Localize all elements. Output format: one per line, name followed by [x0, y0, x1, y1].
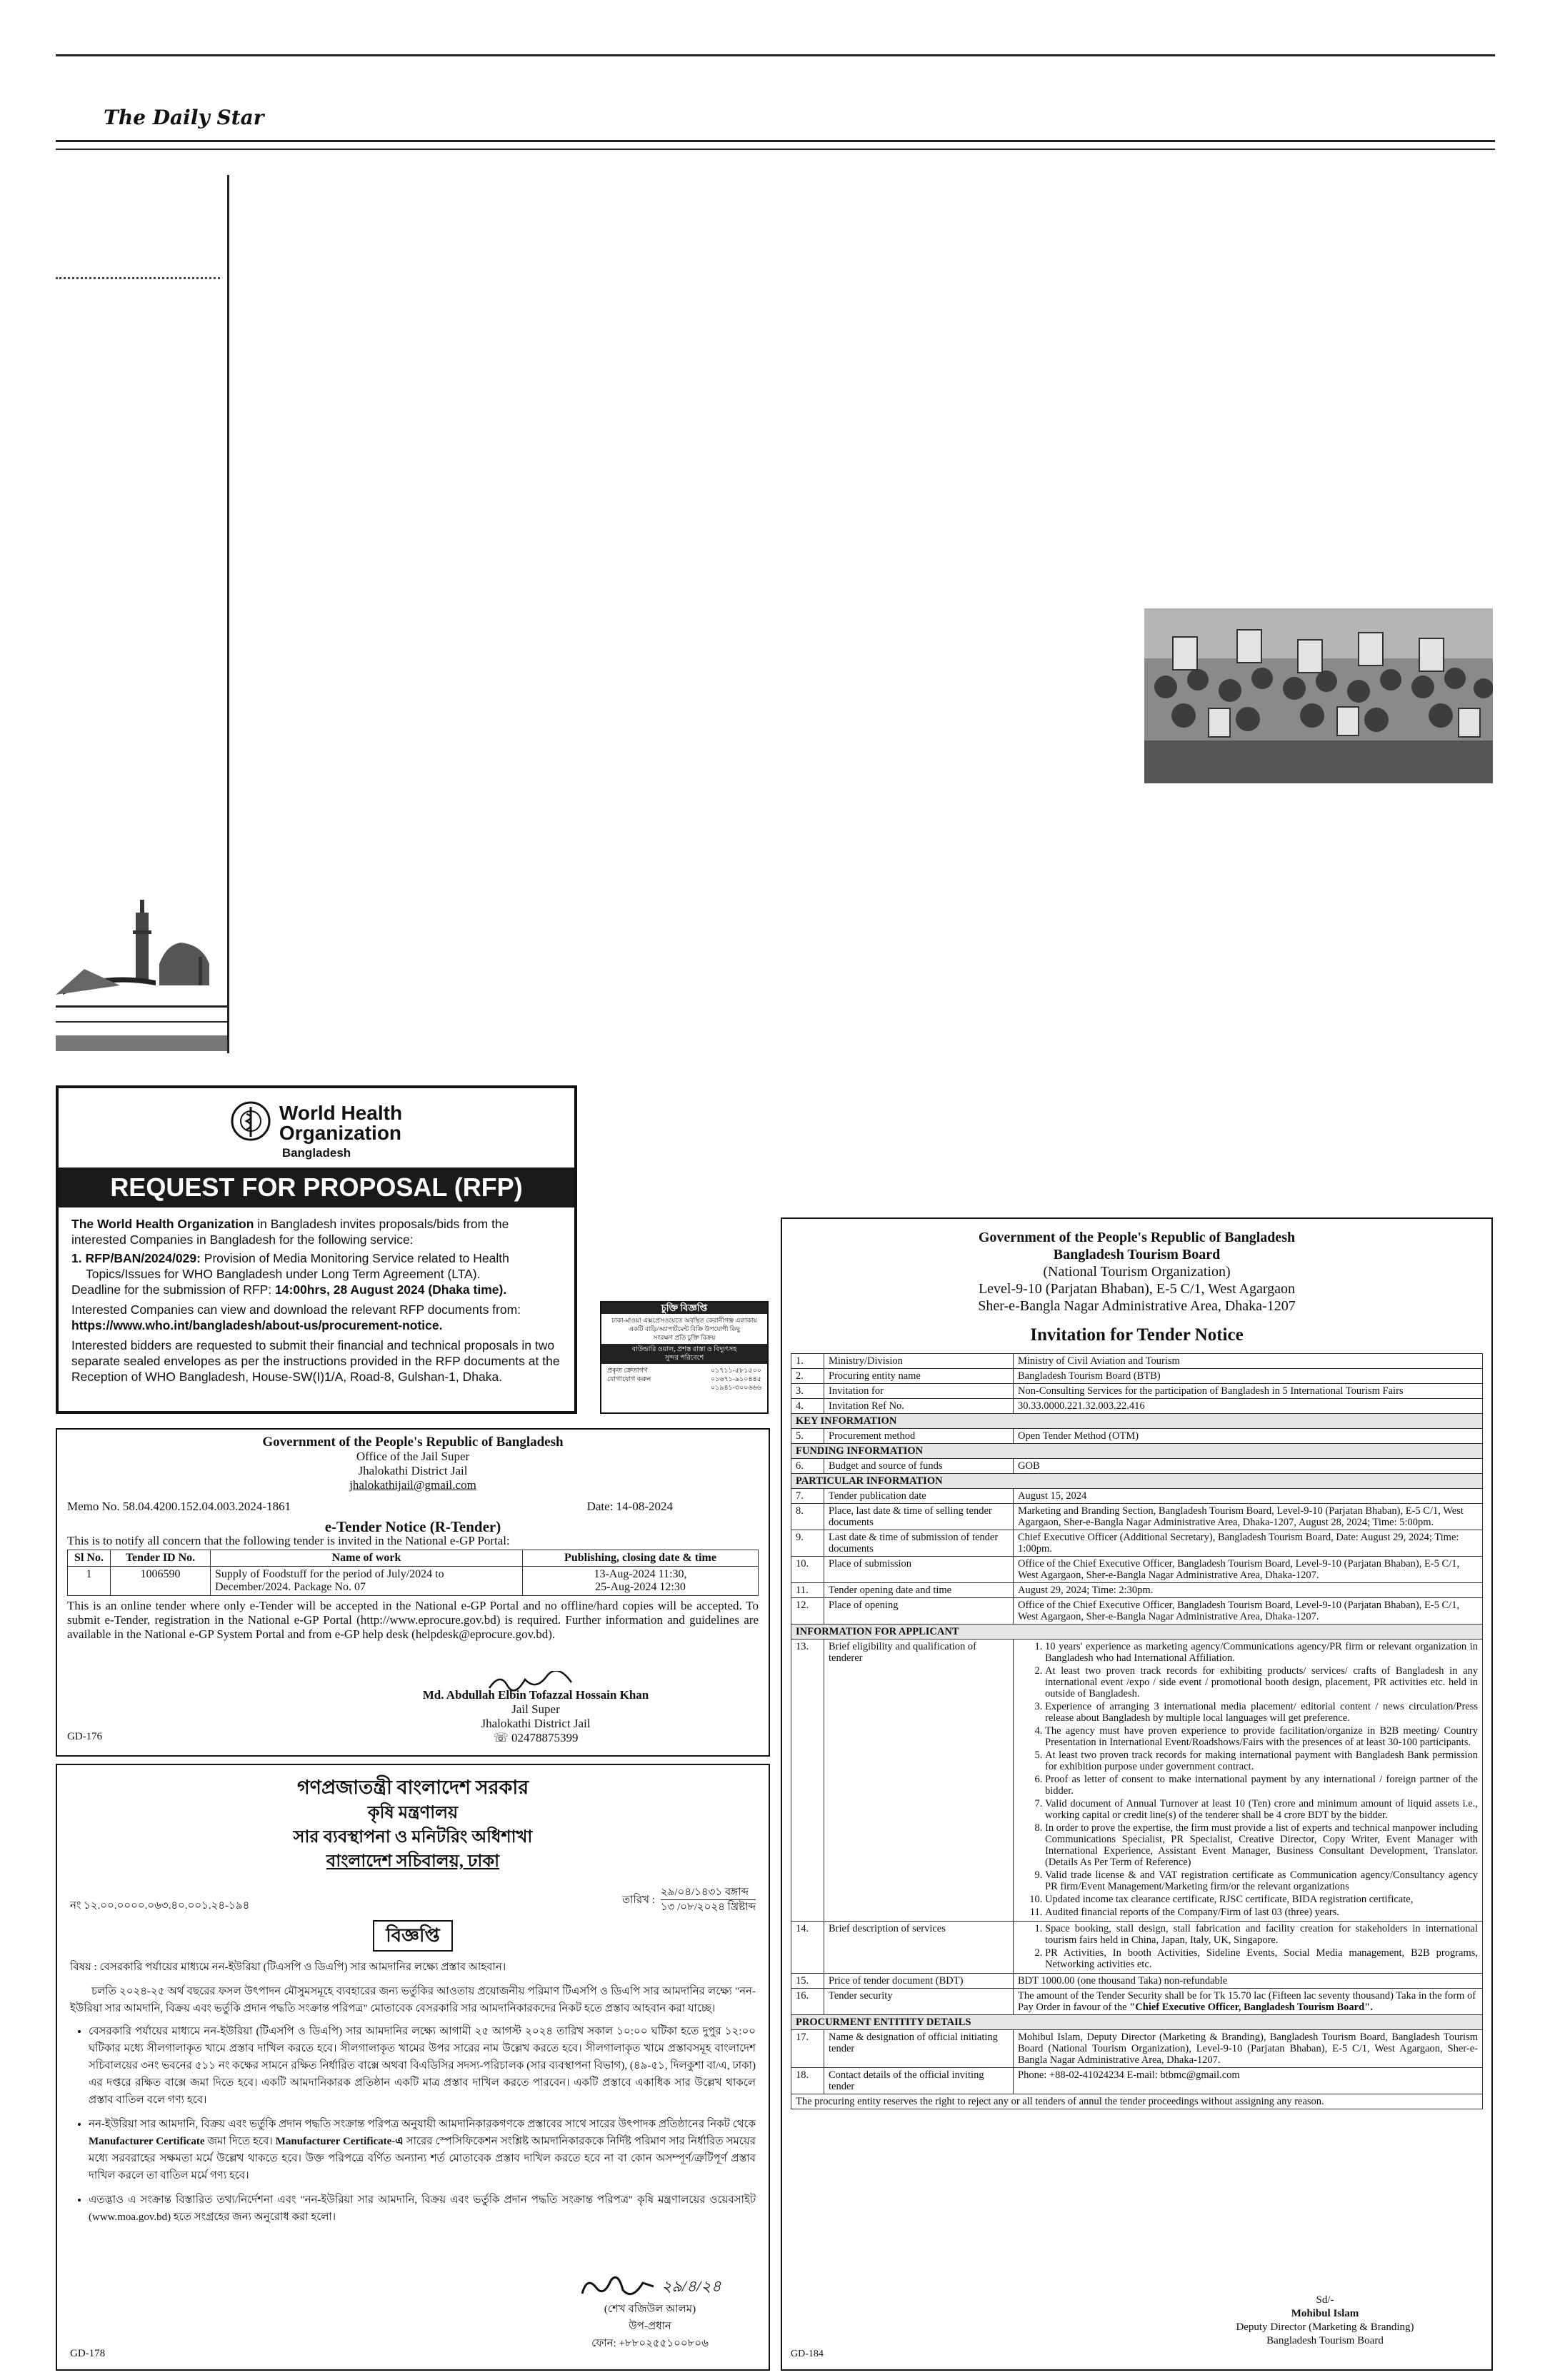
masthead-logo: The Daily Star	[104, 106, 264, 129]
agri-date: ২৯/০৪/১৪৩১ বঙ্গাব্দ	[661, 1885, 756, 1900]
who-url-link[interactable]: https://www.who.int/bangladesh/about-us/procurement-notice.	[71, 1318, 443, 1332]
who-submit: Interested bidders are requested to submit their financial and technical proposals in two separate sealed envelopes as per the instructions provided in the RFP documents at the Reception of WHO Bangladesh, House-SW(I)1/A, Road-8, Gulshan-1, Dhaka.	[71, 1338, 560, 1384]
table-row: 13. Brief eligibility and qualification of tenderer 1. 10 years' experience as marketing agency/Communications agency/PR firm or relevant organization in Bangladesh who had International Affiliation. 2. At least two proven track records for exhibiting products/ services/ crafts of Bangladesh in any international event /expo / side event / promotional booth design, placement, PR activities etc. held in outside of Bangladesh. 3. Experience of arranging 3 international media placement/ editorial content / news circulation/Press release about Bangladesh by multiple local languages will get preference. 4. The agency must have proven experience to provide facilitation/organize in B2B meeting/ Country Presentation in International Event/Roadshows/Fairs with the presences of at least 30-100 participants. 5. At least two proven track records for making international payment with Bangladesh Bank permission for exhibition purpose under government contract. 6. Proof as letter of consent to make international payment by any international / foreign partner of the bidder. 7. Valid document of Annual Turnover at least 10 (Ten) crore and minimum amount of liquid assets i.e., working capital or credit line(s) of the tenderer shall be 4 crore BDT by the bidder. 8. In order to prove the expertise, the firm must provide a list of experts and technical manpower including Communications Specialist, PR Specialist, Creative Director, Copy Writer, Event Manager with International Experience, Assistant Event Manager, Business Consultant Development, Translator. (Details As Per Term of Reference) 9. Valid trade license & and VAT registration certificate as Communication agency/Consultancy agency PR firm/Event Management/Marketing firm/or the relevant organizations 10. Updated income tax clearance certificate, RJSC certificate, BIDA registration certificate, 11. Audited financial reports of the Company/Firm of last 03 (three) years.	[791, 1640, 1483, 1922]
jail-email-link[interactable]: jhalokathijail@gmail.com	[349, 1478, 476, 1492]
agri-notice-ad	[56, 1764, 770, 2371]
jail-tender-ad	[56, 1428, 770, 1757]
btb-sig-org: Bangladesh Tourism Board	[1266, 2335, 1384, 2346]
classified-phone: ০১৬৭১-৯১০৪৪৫	[710, 1376, 761, 1383]
jail-title: e-Tender Notice (R-Tender)	[324, 1518, 501, 1535]
tourism-tender-ad	[781, 1217, 1493, 2371]
btb-code: GD-184	[791, 2349, 824, 2359]
table-row: 2. Procuring entity name Bangladesh Tourism Board (BTB)	[791, 1369, 1483, 1384]
dotted-rule	[56, 277, 220, 279]
table-row: 5. Procurement method Open Tender Method (OTM)	[791, 1429, 1483, 1444]
service-item: 2. PR Activities, In booth Activities, Sideline Events, Social Media management, B2B programs, Networking activities etc.	[1045, 1947, 1478, 1970]
rfp-banner: REQUEST FOR PROPOSAL (RFP)	[59, 1168, 574, 1207]
classified-title: চুক্তি বিজ্ঞপ্তি	[601, 1302, 767, 1314]
jail-footer: This is an online tender where only e-Tender will be accepted in the National e-GP Portal and no offline/hard copies will be accepted. To submit e-Tender, registration in the National e-GP Portal (http://www.eprocure.gov.bd) is required. Further information and guidelines are available in the National e-GP System Portal and from e-GP help desk (helpdesk@eprocure.gov.bd).	[67, 1599, 759, 1641]
table-row: The procuring entity reserves the right to reject any or all tenders of annul the tender proceedings without assigning any reason.	[791, 2094, 1483, 2109]
small-classified	[600, 1301, 769, 1414]
who-name-line2: Organization	[279, 1121, 402, 1144]
btb-board: Bangladesh Tourism Board	[1053, 1247, 1221, 1262]
agri-designation: উপ-প্রধান	[629, 2321, 671, 2332]
classified-line: বাউন্ডারি ওয়াল, প্রশস্ত রাস্তা ও বিদ্যুৎসহ	[631, 1346, 737, 1353]
btb-sd: Sd/-	[1316, 2294, 1334, 2306]
classified-phone: ০১৯৪১-৩০০৬৬৬	[710, 1385, 761, 1392]
jail-memo: Memo No. 58.04.4200.152.04.003.2024-1861	[67, 1500, 291, 1513]
btb-tender-table	[791, 1353, 1483, 2109]
eligibility-item: 4. The agency must have proven experience to provide facilitation/organize in B2B meeting/ Country Presentation in International Event/Roadshows/Fairs with the presences of at least 30-100 participants.	[1045, 1725, 1478, 1748]
agri-date-label: তারিখ :	[621, 1894, 655, 1906]
classified-contact-label: যোগাযোগ করুন	[607, 1376, 651, 1383]
table-row: 10. Place of submission Office of the Chief Executive Officer, Bangladesh Tourism Board, Level-9-10 (Parjatan Bhaban), E-5 C/1, West Agargaon, Sher-e-Bangla Nagar Administrative Area, Dhaka-1207.	[791, 1557, 1483, 1583]
table-row: 17. Name & designation of official initiating tender Mohibul Islam, Deputy Director (Marketing & Branding), Bangladesh Tourism Board, Bangladesh Tourism Board (National Tourism Organization), Level-9-10 (Parjatan Bhaban), E-5 C/1, West Agargaon, Sher-e-Bangla Nagar Administrative Area, Dhaka-1207.	[791, 2030, 1483, 2068]
table-row: 15. Price of tender document (BDT) BDT 1000.00 (one thousand Taka) non-refundable	[791, 1974, 1483, 1989]
table-row: 3. Invitation for Non-Consulting Services for the participation of Bangladesh in 5 International Tourism Fairs	[791, 1384, 1483, 1399]
section-row: KEY INFORMATION	[791, 1414, 1483, 1429]
agri-code: GD-178	[70, 2348, 106, 2359]
agri-bullet: • নন-ইউরিয়া সার আমদানি, বিক্রয় এবং ভর্তুকি প্রদান পদ্ধতি সংক্রান্ত পরিপত্র অনুযায়ী আমদানিকারকগণকে প্রস্তাবের সাথে সারের উৎপাদক প্রতিষ্ঠানের নিকট থেকে Manufacturer Certificate জমা দিতে হবে। Manufacturer Certificate-এ সারের স্পেসিফিকেশন সংশ্লিষ্ট আমদানিকারককে নির্দিষ্ট পরিমাণ সার নির্ধারিত সময়ের মধ্যে সরবরাহের সক্ষমতা মর্মে উল্লেখ থাকতে হবে। উক্ত পরিপত্রে বর্ণিত অন্যান্য শর্ত মোতাবেক প্রস্তাব দাখিল করতে হবে না বা কোন অসম্পূর্ণ/ত্রুটিপূর্ণ প্রস্তাব দাখিল করলে তা বাতিল মর্মে গণ্য হবে।	[89, 2116, 756, 2184]
jail-sig-location: Jhalokathi District Jail	[481, 1717, 591, 1730]
agri-memo: নং ১২.০০.০০০০.০৬৩.৪০.০০১.২৪-১৯৪	[70, 1900, 250, 1912]
table-row: 16. Tender security The amount of the Tender Security shall be for Tk 15.70 lac (Fifteen lac seventy thousand) Taka in the form of Pay Order in favour of the "Chief Executive Officer, Bangladesh Tourism Board".	[791, 1989, 1483, 2015]
agri-title: বিজ্ঞপ্তি	[373, 1920, 453, 1952]
eligibility-item: 8. In order to prove the expertise, the firm must provide a list of experts and technical manpower including Communications Specialist, PR Specialist, Creative Director, Copy Writer, Event Manager with International Experience, Assistant Event Manager, Business Consultant Development, Translator. (Details As Per Term of Reference)	[1045, 1822, 1478, 1868]
agri-date: ১৩ /০৮/২০২৪ খ্রিষ্টাব্দ	[660, 1902, 756, 1913]
jail-tender-table	[67, 1550, 759, 1596]
eligibility-item: 7. Valid document of Annual Turnover at least 10 (Ten) crore and minimum amount of liquid assets i.e., working capital or credit line(s) of the tenderer shall be 4 crore BDT by the bidder.	[1045, 1798, 1478, 1821]
section-row: PARTICULAR INFORMATION	[791, 1474, 1483, 1489]
jail-location: Jhalokathi District Jail	[358, 1464, 468, 1477]
eligibility-item: 11. Audited financial reports of the Company/Firm of last 03 (three) years.	[1045, 1907, 1478, 1918]
classified-phone: ০১৭১১-৫৮১৫০০	[710, 1367, 761, 1375]
jail-gov: Government of the People's Republic of Bangladesh	[262, 1435, 564, 1450]
eligibility-item: 3. Experience of arranging 3 international media placement/ editorial content / news circulation/Press release about Bangladesh by multiple local languages will get preference.	[1045, 1701, 1478, 1724]
section-row: INFORMATION FOR APPLICANT	[791, 1625, 1483, 1640]
btb-address2: Sher-e-Bangla Nagar Administrative Area, Dhaka-1207	[978, 1298, 1296, 1314]
agri-bullet: • বেসরকারি পর্যায়ের মাধ্যমে নন-ইউরিয়া (টিএসপি ও ডিএপি) সার আমদানির লক্ষ্যে আগামী ২৫ আগস্ট ২০২৪ তারিখ সকাল ১০:০০ ঘটিকা হতে দুপুর ১২:০০ ঘটিকার মধ্যে সীলগালাকৃত খামে প্রস্তাব দাখিল করতে হবে। সীলগালাকৃত খামের উপর সারের নাম উল্লেখ করতে হবে। সীলগালাকৃত খামে প্রস্তাবসমূহ বাংলাদেশ সচিবালয়ের ৩নং ভবনের ৫১১ নং কক্ষের সামনে রক্ষিত নির্ধারিত বাক্সে অথবা বিএডিসির সদস্য-পরিচালক (সার ব্যবস্থাপনা বিভাগ), (৪৯-৫১, দিলকুশা বা/এ, ঢাকা) এর দপ্তরে রক্ষিত বাক্সে জমা দিতে হবে। একটি আমদানিকারক প্রতিষ্ঠান একটি মাত্র প্রস্তাব দাখিল করতে পারবেন। একটি প্রস্তাবে একাধিক সার উল্লেখ থাকলে প্রস্তাব বাতিল বলে গণ্য হবে।	[89, 2023, 756, 2109]
gray-bar	[56, 1035, 227, 1051]
agri-bullet: • এতদ্ভাও এ সংক্রান্ত বিস্তারিত তথ্য/নির্দেশনা এবং "নন-ইউরিয়া সার আমদানি, বিক্রয় এবং ভর্তুকি প্রদান পদ্ধতি সংক্রান্ত পরিপত্র" কৃষি মন্ত্রণালয়ের ওয়েবসাইট (www.moa.gov.bd) হতে সংগ্রহের জন্য অনুরোধ করা হলো।	[89, 2191, 756, 2226]
jail-signatory: Md. Abdullah Elbin Tofazzal Hossain Khan	[422, 1688, 649, 1702]
who-country: Bangladesh	[281, 1146, 351, 1160]
btb-title: Invitation for Tender Notice	[1030, 1325, 1244, 1345]
classified-line: ঢাকা-মাওয়া এক্সপ্রেসওয়েতে অবস্থিত কেরানীগঞ্জ এলাকায়	[611, 1317, 757, 1324]
who-emblem-icon	[231, 1101, 271, 1145]
table-row: 11. Tender opening date and time August 29, 2024; Time: 2:30pm.	[791, 1583, 1483, 1598]
agri-gov: গণপ্রজাতন্ত্রী বাংলাদেশ সরকার	[296, 1777, 529, 1798]
agri-phone: ফোন: +৮৮০২৫৫১০০৮০৬	[591, 2338, 709, 2349]
btb-designation: Deputy Director (Marketing & Branding)	[1236, 2321, 1414, 2333]
agri-address: বাংলাদেশ সচিবালয়, ঢাকা	[326, 1852, 500, 1871]
who-download: Interested Companies can view and download the relevant RFP documents from:	[71, 1302, 521, 1317]
table-row: 1 1006590 Supply of Foodstuff for the period of July/2024 to December/2024. Package No. 07 13-Aug-2024 11:30, 25-Aug-2024 12:30	[68, 1567, 759, 1596]
who-rfp-ad	[56, 1085, 577, 1414]
table-row: 7. Tender publication date August 15, 2024	[791, 1489, 1483, 1504]
classified-line: সংরক্ষণ প্রতি চুক্তি বিক্রয়	[653, 1334, 716, 1341]
classified-line: সুন্দর পরিবেশে	[664, 1355, 704, 1362]
classified-line: একটি বাড়ি/অ্যাপার্টমেন্ট বিক্রি উপযোগী কিছু	[628, 1325, 741, 1332]
table-row: 6. Budget and source of funds GOB	[791, 1459, 1483, 1474]
eligibility-item: 9. Valid trade license & and VAT registration certificate as Communication agency/Consultancy agency PR firm/Event Management/Marketing firm/or the relevant organizations	[1045, 1869, 1478, 1892]
eligibility-item: 10. Updated income tax clearance certificate, RJSC certificate, BIDA registration certificate,	[1045, 1894, 1478, 1905]
agri-wing: সার ব্যবস্থাপনা ও মনিটরিং অধিশাখা	[293, 1828, 533, 1847]
btb-address1: Level-9-10 (Parjatan Bhaban), E-5 C/1, West Agargaon	[978, 1281, 1296, 1297]
mosque-icon	[56, 889, 227, 996]
section-row: PROCURMENT ENTITITY DETAILS	[791, 2015, 1483, 2030]
agri-ministry: কৃষি মন্ত্রণালয়	[367, 1804, 459, 1822]
table-header: Name of work	[211, 1550, 523, 1567]
agri-sig-date: ২৯/৪/২৪	[661, 2277, 721, 2295]
agri-para: চলতি ২০২৪-২৫ অর্থ বছরের ফসল উৎপাদন মৌসুমসমূহে ব্যবহারের জন্য ভর্তুকির আওতায় প্রয়োজনীয় পরিমাণ টিএসপি ও ডিএপি সার আমদানির লক্ষ্যে "নন-ইউরিয়া সার আমদানি, বিক্রয় এবং ভর্তুকি প্রদান পদ্ধতি সংক্রান্ত পরিপত্র" মোতাবেক বেসরকারি সার আমদানিকারকদের নিকট হতে প্রস্তাব আহবান করা যাচ্ছে।	[70, 1986, 756, 2014]
jail-date: Date: 14-08-2024	[586, 1500, 673, 1513]
classified-contact-label: প্রকৃত ক্রেতাগণ	[607, 1367, 648, 1375]
eligibility-item: 2. At least two proven track records for exhibiting products/ services/ crafts of Bangladesh in any international event /expo / side event / promotional booth design, placement, PR activities etc. held in outside of Bangladesh.	[1045, 1665, 1478, 1699]
eligibility-item: 6. Proof as letter of consent to make international payment by any international / foreign partner of the bidder.	[1045, 1774, 1478, 1797]
table-row: 4. Invitation Ref No. 30.33.0000.221.32.003.22.416	[791, 1399, 1483, 1414]
jail-code: GD-176	[67, 1731, 103, 1742]
who-deadline: Deadline for the submission of RFP: 14:00hrs, 28 August 2024 (Dhaka time).	[71, 1282, 507, 1297]
who-intro: The World Health Organization in Bangladesh invites proposals/bids from the interested Companies in Bangladesh for the following service:	[71, 1217, 509, 1247]
who-name-line1: World Health	[279, 1101, 403, 1124]
section-row: FUNDING INFORMATION	[791, 1444, 1483, 1459]
eligibility-item: 5. At least two proven track records for making international payment with Bangladesh Bank permission for exhibition purpose under government contract.	[1045, 1749, 1478, 1772]
btb-gov: Government of the People's Republic of Bangladesh	[978, 1230, 1296, 1245]
table-row: 8. Place, last date & time of selling tender documents Marketing and Branding Section, Bangladesh Tourism Board, Level-9-10 (Parjatan Bhaban), E-5 C/1, West Agargaon, Sher-e-Bangla Nagar Administrative Area, Dhaka-1207, August 28, 2024; Time: 5:00pm.	[791, 1504, 1483, 1530]
table-header: Publishing, closing date & time	[523, 1550, 759, 1567]
eligibility-item: 1. 10 years' experience as marketing agency/Communications agency/PR firm or relevant organization in Bangladesh who had International Affiliation.	[1045, 1641, 1478, 1664]
agri-signatory: (শেখ বজিউল আলম)	[604, 2304, 696, 2315]
table-row: 1. Ministry/Division Ministry of Civil Aviation and Tourism	[791, 1354, 1483, 1369]
agri-subject: বিষয় : বেসরকারি পর্যায়ের মাধ্যমে নন-ইউরিয়া (টিএসপি ও ডিএপি) সার আমদানির লক্ষ্যে প্রস্তাব আহবান।	[70, 1962, 506, 1973]
table-row: 9. Last date & time of submission of tender documents Chief Executive Officer (Additional Secretary), Bangladesh Tourism Board, Date: August 29, 2024; Time: 1:00pm.	[791, 1530, 1483, 1557]
table-header: Sl No.	[68, 1550, 111, 1567]
table-row: 12. Place of opening Office of the Chief Executive Officer, Bangladesh Tourism Board, Level-9-10 (Parjatan Bhaban), E-5 C/1, West Agargaon, Sher-e-Bangla Nagar Administrative Area, Dhaka-1207.	[791, 1598, 1483, 1625]
protest-photo	[1144, 608, 1493, 783]
who-item: 1. RFP/BAN/2024/029: Provision of Media Monitoring Service related to Health Topics/Issues for WHO Bangladesh under Long Term Agreement (LTA).	[71, 1251, 509, 1281]
jail-phone: ☏ 02478875399	[493, 1731, 579, 1744]
btb-signatory: Mohibul Islam	[1291, 2308, 1359, 2319]
table-row: 14. Brief description of services 1. Space booking, stall design, stall fabrication and facility creation for stakeholders in international tourism fairs held in China, Japan, Italy, UK, Singapore. 2. PR Activities, In booth Activities, Sideline Events, Social Media management, B2B programs, Networking activities etc.	[791, 1922, 1483, 1974]
jail-office: Office of the Jail Super	[356, 1450, 470, 1463]
jail-intro: This is to notify all concern that the following tender is invited in the National e-GP Portal:	[67, 1534, 510, 1547]
table-header: Tender ID No.	[111, 1550, 211, 1567]
table-row: 18. Contact details of the official inviting tender Phone: +88-02-41024234 E-mail: btbmc@gmail.com	[791, 2068, 1483, 2094]
jail-designation: Jail Super	[511, 1702, 560, 1716]
service-item: 1. Space booking, stall design, stall fabrication and facility creation for stakeholders in international tourism fairs held in China, Japan, Italy, UK, Singapore.	[1045, 1923, 1478, 1946]
agri-signature-icon	[557, 2272, 743, 2301]
btb-nto: (National Tourism Organization)	[1043, 1264, 1231, 1280]
